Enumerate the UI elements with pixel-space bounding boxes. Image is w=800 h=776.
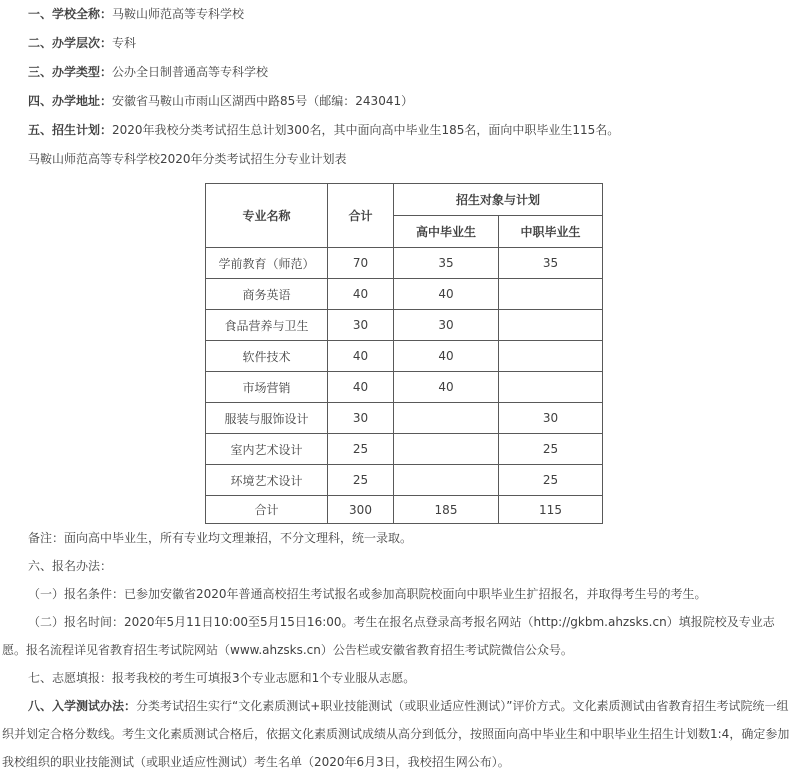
cell-total: 300 bbox=[328, 496, 394, 524]
header-group: 招生对象与计划 bbox=[394, 184, 603, 216]
header-high-school: 高中毕业生 bbox=[394, 216, 499, 248]
cell-major: 合计 bbox=[206, 496, 328, 524]
table-row bbox=[206, 279, 603, 310]
cell-vocational bbox=[499, 372, 603, 403]
cell-vocational: 25 bbox=[499, 465, 603, 496]
info-label: 一、学校全称： bbox=[28, 7, 113, 21]
table-header-row-1 bbox=[206, 184, 603, 216]
cell-major: 市场营销 bbox=[206, 372, 328, 403]
cell-major: 学前教育（师范） bbox=[206, 248, 328, 279]
cell-major: 软件技术 bbox=[206, 341, 328, 372]
admission-plan-table bbox=[205, 183, 603, 524]
cell-major: 室内艺术设计 bbox=[206, 434, 328, 465]
header-total: 合计 bbox=[328, 184, 394, 248]
cell-vocational: 115 bbox=[499, 496, 603, 524]
section-eight-label: 八、入学测试办法： bbox=[28, 699, 137, 713]
info-value: 公办全日制普通高等专科学校 bbox=[112, 65, 269, 79]
table-row bbox=[206, 403, 603, 434]
table-row bbox=[206, 465, 603, 496]
school-info-section bbox=[2, 0, 790, 174]
header-major: 专业名称 bbox=[206, 184, 328, 248]
cell-high-school bbox=[394, 465, 499, 496]
cell-high-school: 35 bbox=[394, 248, 499, 279]
cell-major: 环境艺术设计 bbox=[206, 465, 328, 496]
notes-section bbox=[2, 524, 790, 776]
info-label: 二、办学层次： bbox=[28, 36, 113, 50]
cell-total: 70 bbox=[328, 248, 394, 279]
info-label: 三、办学类型： bbox=[28, 65, 113, 79]
info-line-level bbox=[2, 29, 790, 58]
cell-high-school: 40 bbox=[394, 341, 499, 372]
cell-total: 40 bbox=[328, 341, 394, 372]
cell-total: 40 bbox=[328, 279, 394, 310]
section-six-item-1: （一）报名条件：已参加安徽省2020年普通高校招生考试报名或参加高职院校面向中职毕业生扩招报名，并取得考生号的考生。 bbox=[28, 587, 707, 601]
cell-major: 食品营养与卫生 bbox=[206, 310, 328, 341]
cell-major: 服装与服饰设计 bbox=[206, 403, 328, 434]
section-eight-text: 分类考试招生实行“文化素质测试+职业技能测试（或职业适应性测试）”评价方式。文化素质测试由省教育招生考试院统一组织并划定合格分数线。考生文化素质测试合格后，依据文化素质测试成绩从高分到低分，按照面向高中毕业生和中职毕业生招生计划数1:4，确定参加我校组织的职业技能测试（或职业适应性测试）考生名单（2020年6月3日，我校招生网公布）。 bbox=[2, 699, 790, 769]
table-row bbox=[206, 372, 603, 403]
info-line-plan bbox=[2, 116, 790, 145]
cell-vocational: 35 bbox=[499, 248, 603, 279]
section-eight bbox=[2, 692, 790, 776]
section-six-item-2: （二）报名时间：2020年5月11日10:00至5月15日16:00。考生在报名点登录高考报名网站（http://gkbm.ahzsks.cn）填报院校及专业志愿。报名流程详见省教育招生考试院网站（www.ahzsks.cn）公告栏或安徽省教育招生考试院微信公众号。 bbox=[2, 615, 775, 657]
cell-total: 25 bbox=[328, 434, 394, 465]
header-vocational: 中职毕业生 bbox=[499, 216, 603, 248]
cell-high-school: 30 bbox=[394, 310, 499, 341]
cell-high-school bbox=[394, 403, 499, 434]
info-line-type bbox=[2, 58, 790, 87]
cell-vocational bbox=[499, 279, 603, 310]
table-remark: 备注：面向高中毕业生，所有专业均文理兼招，不分文理科，统一录取。 bbox=[28, 531, 413, 545]
cell-vocational bbox=[499, 310, 603, 341]
cell-high-school: 40 bbox=[394, 372, 499, 403]
section-seven: 七、志愿填报：报考我校的考生可填报3个专业志愿和1个专业服从志愿。 bbox=[28, 671, 416, 685]
cell-high-school bbox=[394, 434, 499, 465]
cell-high-school: 185 bbox=[394, 496, 499, 524]
info-label: 五、招生计划： bbox=[28, 123, 113, 137]
cell-vocational: 30 bbox=[499, 403, 603, 434]
cell-total: 30 bbox=[328, 403, 394, 434]
info-line-address bbox=[2, 87, 790, 116]
cell-total: 25 bbox=[328, 465, 394, 496]
table-row bbox=[206, 434, 603, 465]
info-value: 马鞍山师范高等专科学校 bbox=[112, 7, 245, 21]
cell-high-school: 40 bbox=[394, 279, 499, 310]
info-label: 四、办学地址： bbox=[28, 94, 113, 108]
cell-major: 商务英语 bbox=[206, 279, 328, 310]
cell-total: 30 bbox=[328, 310, 394, 341]
table-row-total bbox=[206, 496, 603, 524]
info-value: 安徽省马鞍山市雨山区湖西中路85号（邮编：243041） bbox=[112, 94, 414, 108]
cell-vocational: 25 bbox=[499, 434, 603, 465]
info-line-school-name bbox=[2, 0, 790, 29]
table-row bbox=[206, 248, 603, 279]
info-value: 专科 bbox=[112, 36, 137, 50]
section-six-heading: 六、报名办法： bbox=[28, 559, 113, 573]
table-row bbox=[206, 310, 603, 341]
table-row bbox=[206, 341, 603, 372]
table-title: 马鞍山师范高等专科学校2020年分类考试招生分专业计划表 bbox=[28, 152, 347, 166]
cell-vocational bbox=[499, 341, 603, 372]
cell-total: 40 bbox=[328, 372, 394, 403]
info-value: 2020年我校分类考试招生总计划300名，其中面向高中毕业生185名，面向中职毕业生115名。 bbox=[112, 123, 620, 137]
